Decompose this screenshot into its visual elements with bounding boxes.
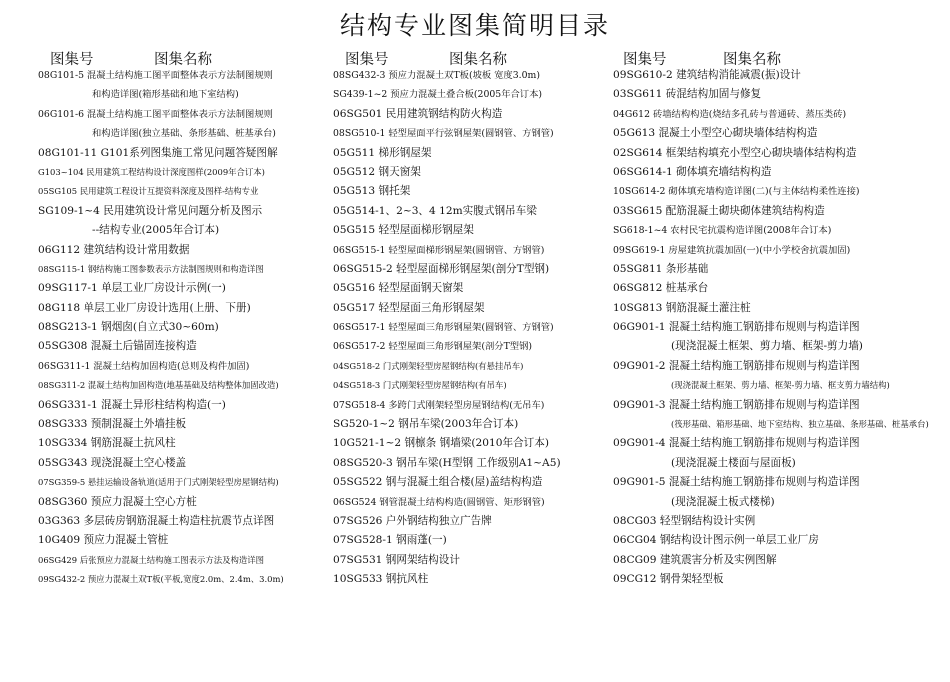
catalog-entry: (现浇混凝土框架、剪力墙、框架-剪力墙) [671,340,863,353]
header-code: 图集号 [345,52,389,68]
catalog-entry: 06SG429 后张预应力混凝土结构施工图表示方法及构造详图 [38,554,264,565]
catalog-entry: 03SG615 配筋混凝土砌块砌体建筑结构构造 [613,204,825,217]
catalog-entry: 10SG334 钢筋混凝土抗风柱 [38,437,176,450]
catalog-entry: 08SG432-3 预应力混凝土双T板(坡板 宽度3.0m) [333,70,540,81]
catalog-entry: 和构造详图(箱形基础和地下室结构) [92,89,239,101]
catalog-entry: 02SG614 框架结构填充小型空心砌块墙体结构构造 [613,146,857,159]
catalog-entry: 10G409 预应力混凝土管桩 [38,534,169,547]
catalog-entry: 05SG343 现浇混凝土空心楼盖 [38,456,187,469]
catalog-entry: 08SG213-1 钢烟囱(自立式30~60m) [38,321,219,334]
catalog-entry: SG109-1~4 民用建筑设计常见问题分析及图示 [38,204,263,217]
catalog-entry: 06SG812 桩基承台 [613,282,709,295]
catalog-entry: 09G901-3 混凝土结构施工钢筋排布规则与构造详图 [613,398,860,411]
catalog-entry: 和构造详图(独立基础、条形基础、桩基承台) [92,128,276,140]
catalog-entry: G103~104 民用建筑工程结构设计深度图样(2009年合订本) [38,166,265,177]
catalog-column-3 [613,48,948,590]
catalog-entry: 04SG518-2 门式刚架轻型房屋钢结构(有悬挂吊车) [333,360,524,371]
catalog-entry: 08SG115-1 钢结构施工图参数表示方法制图规则和构造详图 [38,263,264,274]
catalog-entry: 06SG524 钢管混凝土结构构造(圆钢管、矩形钢管) [333,496,545,508]
catalog-entry: 08CG09 建筑震害分析及实例图解 [613,553,777,566]
catalog-entry: 07SG526 户外钢结构独立广告牌 [333,514,492,527]
catalog-entry: 03SG611 砖混结构加固与修复 [613,88,762,101]
catalog-entry: 07SG528-1 钢雨蓬(一) [333,534,447,547]
header-code: 图集号 [623,52,667,68]
catalog-entry: SG618-1~4 农村民宅抗震构造详图(2008年合订本) [613,225,832,237]
catalog-entry: 05G517 轻型屋面三角形钢屋架 [333,301,485,314]
column-header [333,48,615,66]
catalog-entry: SG439-1~2 预应力混凝土叠合板(2005年合订本) [333,89,543,101]
catalog-entry: 06SG501 民用建筑钢结构防火构造 [333,107,503,120]
catalog-entry: 10G521-1~2 钢檩条 钢墙梁(2010年合订本) [333,437,549,450]
catalog-entry: 06G101-6 混凝土结构施工图平面整体表示方法制图规则 [38,108,273,120]
catalog-entry: 04G612 砖墙结构构造(烧结多孔砖与普通砖、蒸压类砖) [613,108,847,120]
catalog-entry: 05SG811 条形基础 [613,262,709,275]
catalog-entry: 05G613 混凝土小型空心砌块墙体结构构造 [613,127,818,140]
catalog-entry: 06G901-1 混凝土结构施工钢筋排布规则与构造详图 [613,321,860,334]
column-header [38,48,333,66]
catalog-entry: 09SG432-2 预应力混凝土双T板(平板,宽度2.0m、2.4m、3.0m) [38,574,284,585]
catalog-entry: 09G901-5 混凝土结构施工钢筋排布规则与构造详图 [613,476,860,489]
catalog-entry: 09SG117-1 单层工业厂房设计示例(一) [38,282,226,295]
catalog-entry: (筏形基础、箱形基础、地下室结构、独立基础、条形基础、桩基承台) [671,419,929,430]
catalog-entry: 06SG515-1 轻型屋面梯形钢屋架(圆钢管、方钢管) [333,244,545,256]
catalog-entry: 10SG533 钢抗风柱 [333,573,429,586]
catalog-entry: 05SG522 钢与混凝土组合楼(屋)盖结构构造 [333,476,543,489]
catalog-entry: (现浇混凝土板式楼梯) [671,495,775,508]
catalog-entry: 10SG813 钢筋混凝土灌注桩 [613,301,751,314]
catalog-entry: 06SG515-2 轻型屋面梯形钢屋架(剖分T型钢) [333,262,550,275]
catalog-entry: 05SG105 民用建筑工程设计互提资料深度及图样-结构专业 [38,186,259,197]
catalog-entry: 08G118 单层工业厂房设计选用(上册、下册) [38,301,251,314]
catalog-column-2 [333,48,615,590]
catalog-entry: 06SG517-2 轻型屋面三角形钢屋架(剖分T型钢) [333,341,532,353]
catalog-entry: 05G514-1、2~3、4 12m实腹式钢吊车梁 [333,204,537,217]
catalog-entry: (现浇混凝土楼面与屋面板) [671,456,796,469]
catalog-entry: 05G515 轻型屋面梯形钢屋架 [333,224,474,237]
catalog-entry: 09CG12 钢骨架轻型板 [613,573,724,586]
catalog-entry: 08SG520-3 钢吊车梁(H型钢 工作级别A1~A5) [333,456,561,469]
catalog-entry: 06G112 建筑结构设计常用数据 [38,243,190,256]
catalog-entry: 08SG360 预应力混凝土空心方桩 [38,495,197,508]
catalog-entry: 06SG517-1 轻型屋面三角形钢屋架(圆钢管、方钢管) [333,322,554,334]
catalog-entry: 08CG03 轻型钢结构设计实例 [613,514,756,527]
catalog-entry: 05SG308 混凝土后锚固连接构造 [38,340,197,353]
catalog-entry: 07SG359-5 悬挂运输设备轨道(适用于门式刚架轻型房屋钢结构) [38,477,279,488]
catalog-entry: 05G511 梯形钢屋架 [333,146,432,159]
catalog-entry: 05G513 钢托架 [333,185,411,198]
catalog-entry: 07SG518-4 多跨门式刚架轻型房屋钢结构(无吊车) [333,399,545,411]
catalog-entry: 10SG614-2 砌体填充墙构造详图(二)(与主体结构柔性连接) [613,186,860,198]
catalog-entry: 08SG333 预制混凝土外墙挂板 [38,418,187,431]
catalog-entry: 06SG311-1 混凝土结构加固构造(总则及构件加固) [38,360,250,372]
catalog-entry: 08SG311-2 混凝土结构加固构造(地基基础及结构整体加固改造) [38,380,279,391]
header-name: 图集名称 [723,52,781,68]
catalog-entry: 09G901-2 混凝土结构施工钢筋排布规则与构造详图 [613,359,860,372]
catalog-entry: 08G101-5 混凝土结构施工图平面整体表示方法制图规则 [38,70,273,81]
catalog-entry: 03G363 多层砖房钢筋混凝土构造柱抗震节点详图 [38,514,275,527]
catalog-entry: 07SG531 钢网架结构设计 [333,553,460,566]
catalog-entry: 08SG510-1 轻型屋面平行弦钢屋架(圆钢管、方钢管) [333,128,554,140]
column-header [613,48,948,66]
catalog-entry: 09SG610-2 建筑结构消能减震(振)设计 [613,69,801,81]
catalog-column-1 [38,48,333,590]
catalog-entry: 05G516 轻型屋面钢天窗架 [333,282,464,295]
catalog-entry: 06SG331-1 混凝土异形柱结构构造(一) [38,398,226,411]
catalog-entry: 09SG619-1 房屋建筑抗震加固(一)(中小学校舍抗震加固) [613,244,851,256]
catalog-entry: 06SG614-1 砌体填充墙结构构造 [613,165,772,178]
catalog-entry: (现浇混凝土框架、剪力墙、框架-剪力墙、框支剪力墙结构) [671,380,890,391]
catalog-entry: SG520-1~2 钢吊车梁(2003年合订本) [333,418,519,431]
catalog-entry: 05G512 钢天窗架 [333,165,421,178]
catalog-entry: --结构专业(2005年合订本) [92,224,220,237]
header-name: 图集名称 [154,52,212,68]
catalog-entry: 09G901-4 混凝土结构施工钢筋排布规则与构造详图 [613,437,860,450]
header-name: 图集名称 [449,52,507,68]
catalog-entry: 08G101-11 G101系列图集施工常见问题答疑图解 [38,146,278,159]
header-code: 图集号 [50,52,94,68]
catalog-entry: 06CG04 钢结构设计图示例一单层工业厂房 [613,534,819,547]
catalog-entry: 04SG518-3 门式刚架轻型房屋钢结构(有吊车) [333,380,507,391]
page-title: 结构专业图集简明目录 [339,11,610,40]
